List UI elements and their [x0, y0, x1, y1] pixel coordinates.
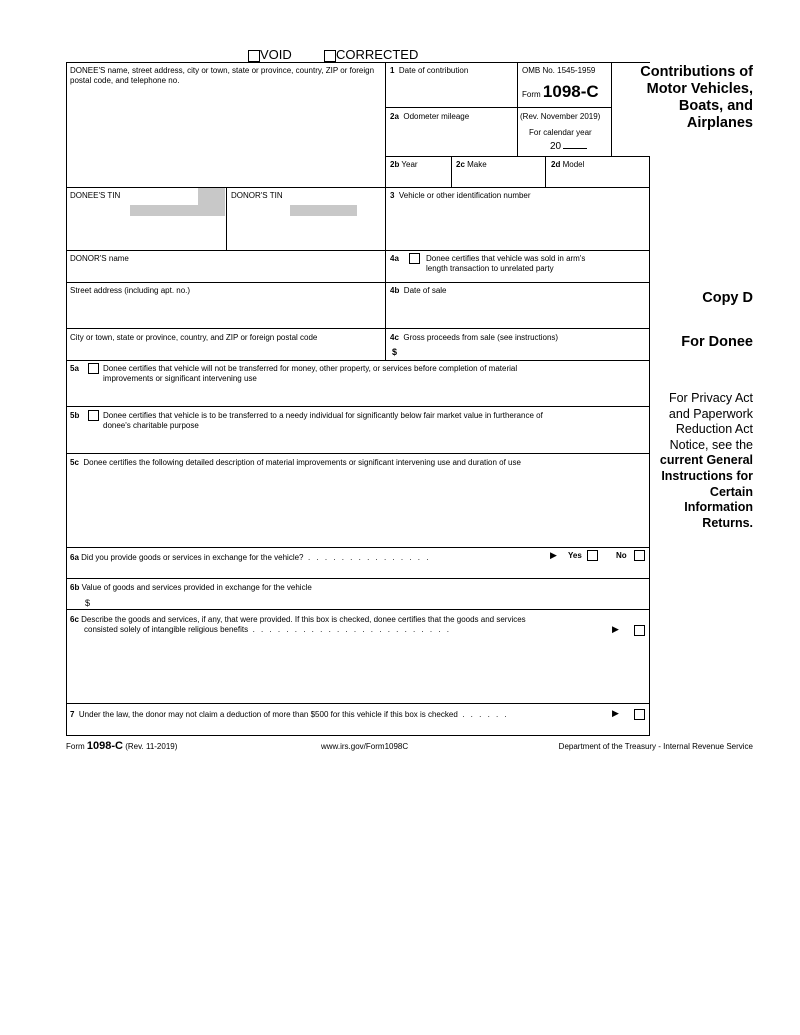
donee-tin-mask: [198, 188, 225, 216]
box6c-label: 6c Describe the goods and services, if any, that were provided. If this box is checked, donee certifies that the goods and services consisted solely of intangible religious benefits . . . . . . . . . . . . . . . . . . . . . . . .: [70, 615, 526, 634]
box2b-label: 2b Year: [390, 160, 418, 169]
city-field[interactable]: [67, 344, 384, 359]
box6b-value-field[interactable]: [95, 595, 385, 608]
donor-name-label: DONOR'S name: [70, 254, 129, 263]
box6b-label: 6b Value of goods and services provided in exchange for the vehicle: [70, 583, 312, 592]
calendar-year: 20: [550, 140, 587, 152]
box4a-label: Donee certifies that vehicle was sold in arm's length transaction to unrelated party: [426, 254, 586, 273]
box5a-num: 5a: [70, 364, 79, 373]
box2a-label: 2a Odometer mileage: [390, 112, 470, 121]
donee-info-label: DONEE'S name, street address, city or town, state or province, country, ZIP or foreign postal code, and telephone no.: [70, 66, 375, 85]
box4a-checkbox[interactable]: [409, 253, 420, 264]
box6a-no-checkbox[interactable]: [634, 550, 645, 561]
box5c-description-field[interactable]: [67, 470, 648, 546]
form-title: Contributions of Motor Vehicles, Boats, and Airplanes: [640, 64, 753, 131]
box5a-label: Donee certifies that vehicle will not be transferred for money, other property, or services before completion of material improvements or significant intervening use: [103, 364, 518, 383]
calendar-year-label: For calendar year: [529, 128, 592, 137]
box2d-label: 2d Model: [551, 160, 585, 169]
donee-tin-strip: [130, 205, 198, 216]
donee-info-field[interactable]: [67, 90, 384, 186]
box6a-label: 6a Did you provide goods or services in exchange for the vehicle? . . . . . . . . . . . . . . .: [70, 553, 431, 562]
date-of-sale-field[interactable]: [386, 297, 648, 327]
box4c-dollar: $: [392, 347, 398, 357]
corrected-label: CORRECTED: [336, 47, 419, 62]
street-label: Street address (including apt. no.): [70, 286, 191, 295]
corrected-option[interactable]: [324, 47, 418, 62]
void-option[interactable]: [248, 47, 292, 62]
donor-tin-label: DONOR'S TIN: [231, 191, 283, 200]
box6a-arrow: ▶: [550, 550, 557, 560]
gross-proceeds-field[interactable]: [402, 344, 648, 359]
corrected-checkbox[interactable]: [324, 50, 336, 62]
box2c-label: 2c Make: [456, 160, 487, 169]
box5b-num: 5b: [70, 411, 80, 420]
odometer-field[interactable]: [386, 124, 516, 155]
box4a-num: 4a: [390, 254, 399, 263]
box6b-dollar: $: [85, 598, 91, 608]
donor-tin-strip: [290, 205, 357, 216]
void-label: VOID: [260, 47, 292, 62]
box6a-yes-label: Yes: [568, 551, 582, 560]
box3-label: 3 Vehicle or other identification number: [390, 191, 531, 200]
box5b-checkbox[interactable]: [88, 410, 99, 421]
footer-form: Form 1098-C (Rev. 11-2019): [66, 740, 178, 752]
box7-checkbox[interactable]: [634, 709, 645, 720]
vin-field[interactable]: [386, 203, 648, 249]
rev-date: (Rev. November 2019): [520, 112, 601, 121]
box7-arrow: ▶: [612, 708, 619, 718]
box5c-label: 5c Donee certifies the following detailed description of material improvements or significant intervening use and duration of use: [70, 458, 521, 467]
calendar-year-field[interactable]: [563, 140, 587, 149]
box6c-description-field[interactable]: [67, 640, 648, 702]
copy-label: Copy D: [702, 290, 753, 306]
form-number: Form 1098-C: [522, 82, 599, 101]
box1-label: 1 Date of contribution: [390, 66, 469, 75]
donee-tin-field[interactable]: [67, 218, 225, 249]
box4b-label: 4b Date of sale: [390, 286, 447, 295]
donor-name-field[interactable]: [67, 264, 384, 281]
box7-label: 7 Under the law, the donor may not claim a deduction of more than $500 for this vehicle if this box is checked . . . . . .: [70, 710, 509, 719]
donor-tin-field[interactable]: [227, 218, 384, 249]
void-checkbox[interactable]: [248, 50, 260, 62]
box6a-yes-checkbox[interactable]: [587, 550, 598, 561]
box4c-label: 4c Gross proceeds from sale (see instructions): [390, 333, 559, 342]
box6c-checkbox[interactable]: [634, 625, 645, 636]
privacy-notice: For Privacy Act and Paperwork Reduction Act Notice, see the current General Instructions for Certain Information Returns.: [659, 391, 753, 530]
donee-tin-label: DONEE'S TIN: [70, 191, 121, 200]
city-label: City or town, state or province, country, and ZIP or foreign postal code: [70, 333, 318, 342]
street-field[interactable]: [67, 297, 384, 327]
footer-url[interactable]: www.irs.gov/Form1098C: [321, 742, 409, 751]
footer-dept: Department of the Treasury - Internal Revenue Service: [558, 742, 753, 751]
box6a-no-label: No: [616, 551, 627, 560]
box6c-arrow: ▶: [612, 624, 619, 634]
box5b-label: Donee certifies that vehicle is to be transferred to a needy individual for significantly below fair market value in furtherance of donee's charitable purpose: [103, 411, 543, 430]
date-of-contribution-field[interactable]: [386, 78, 516, 106]
omb-number: OMB No. 1545-1959: [522, 66, 596, 75]
box5a-checkbox[interactable]: [88, 363, 99, 374]
for-donee-label: For Donee: [681, 334, 753, 350]
